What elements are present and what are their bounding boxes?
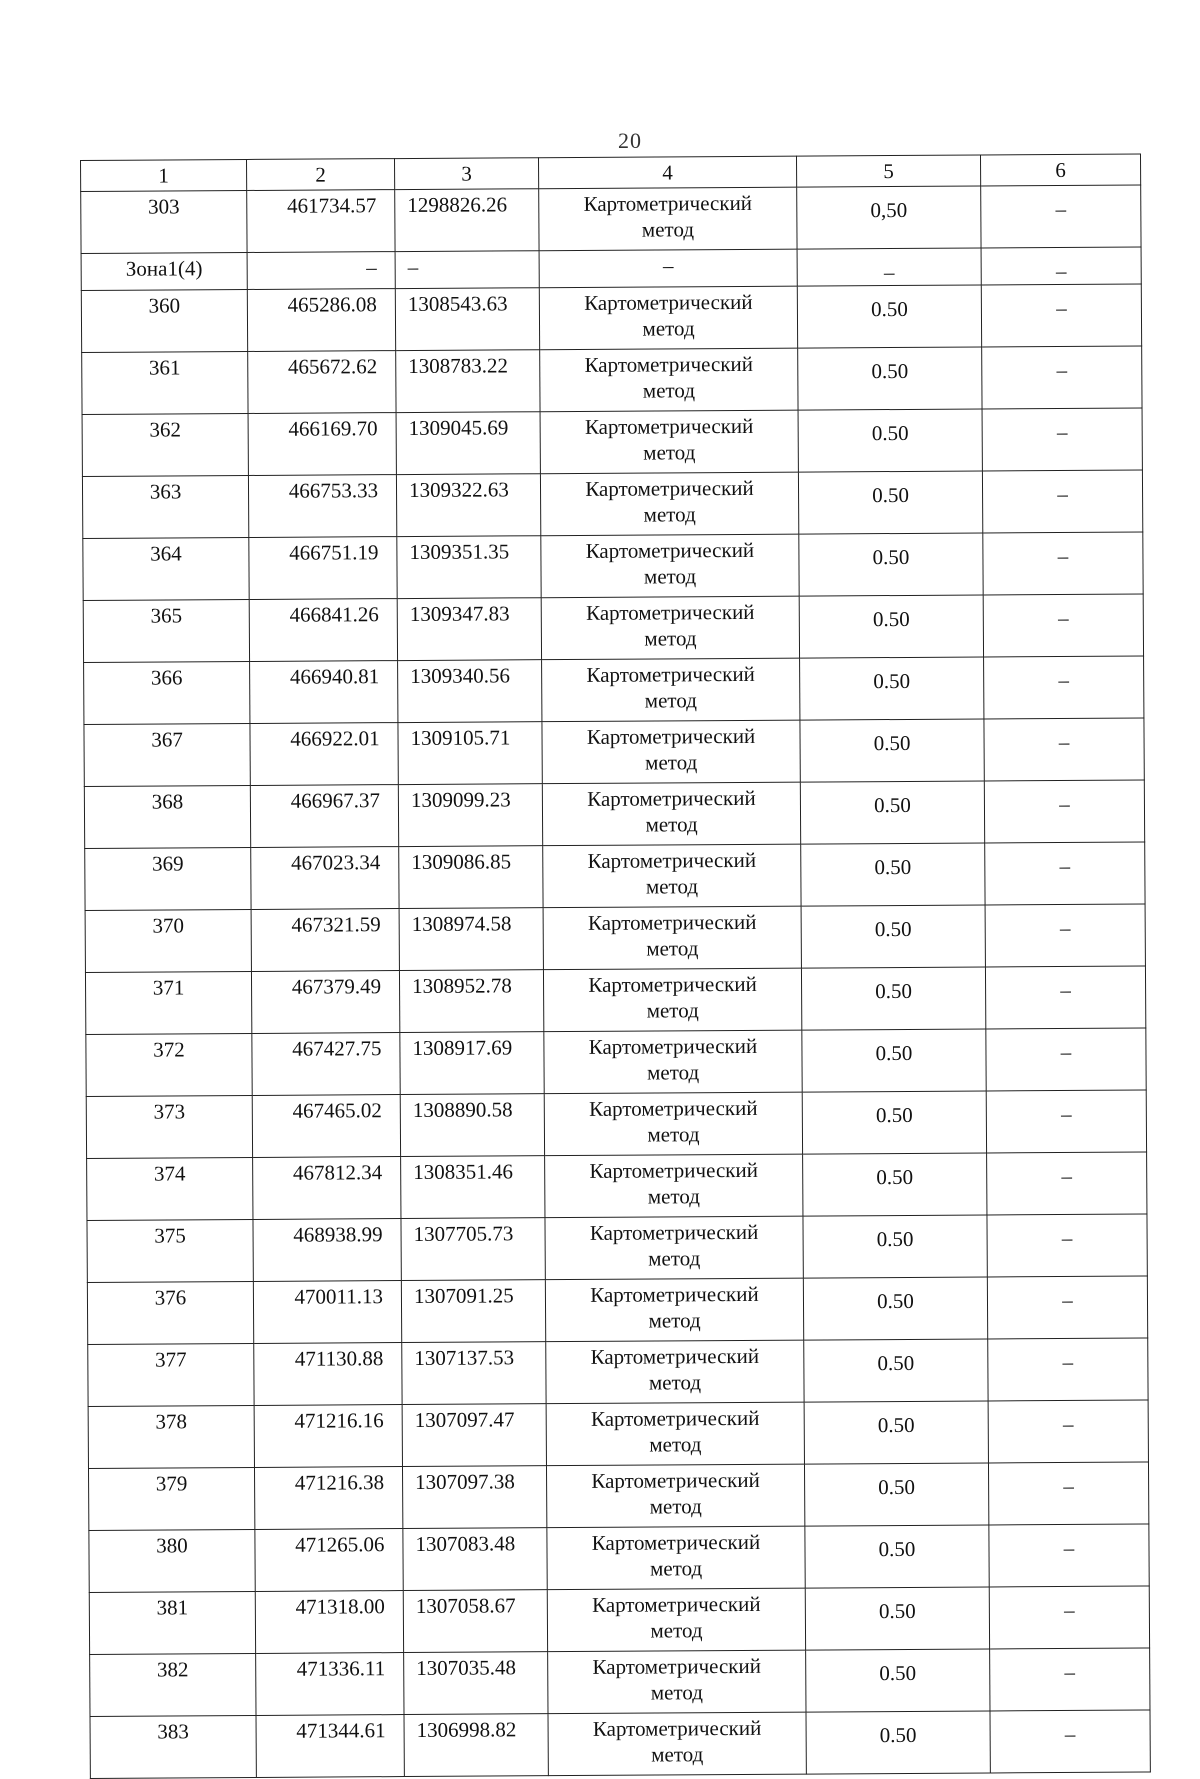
- table-row: [84, 656, 1144, 724]
- point-number-cell: 368: [84, 785, 250, 848]
- table-row: [85, 842, 1145, 910]
- method-cell: [545, 1278, 803, 1342]
- table-row: [81, 284, 1141, 352]
- method-label-continued: метод: [641, 217, 695, 242]
- method-label: Картометрический: [584, 351, 754, 377]
- y-coordinate-cell: 1309105.71: [398, 722, 542, 785]
- note-cell: –: [985, 904, 1145, 967]
- method-label: Картометрический: [587, 847, 757, 873]
- note-cell: –: [989, 1586, 1149, 1649]
- x-coordinate-cell: 471336.11: [256, 1653, 404, 1716]
- table-body: [81, 154, 1151, 1778]
- x-coordinate-cell: 467427.75: [252, 1033, 400, 1096]
- table-row: [89, 1586, 1149, 1654]
- point-number-cell: 382: [90, 1653, 256, 1716]
- point-number-cell: 379: [88, 1467, 254, 1530]
- method-cell: [539, 286, 797, 350]
- point-number-cell: 377: [88, 1343, 254, 1406]
- note-cell: –: [990, 1710, 1150, 1773]
- method-label: Картометрический: [588, 971, 757, 997]
- accuracy-cell: 0.50: [801, 967, 985, 1030]
- note-cell: –: [990, 1648, 1150, 1711]
- method-label-continued: метод: [646, 936, 699, 961]
- y-coordinate-cell: 1308783.22: [396, 350, 540, 413]
- method-label-continued: метод: [649, 1432, 702, 1457]
- accuracy-cell: 0.50: [804, 1463, 988, 1526]
- method-label: Картометрический: [586, 661, 755, 687]
- method-cell: [543, 844, 801, 908]
- point-number-cell: 363: [82, 475, 248, 538]
- point-number-cell: 361: [82, 351, 248, 414]
- y-coordinate-cell: 1309347.83: [397, 598, 541, 661]
- accuracy-cell: 0.50: [805, 1587, 989, 1650]
- zone-row: [81, 247, 1141, 290]
- method-cell: [542, 782, 800, 846]
- note-cell: –: [982, 470, 1142, 533]
- method-label: Картометрический: [592, 1653, 762, 1679]
- y-coordinate-cell: 1308974.58: [399, 908, 543, 971]
- method-cell: [547, 1526, 805, 1590]
- accuracy-cell: 0.50: [800, 781, 984, 844]
- method-cell: [542, 658, 800, 722]
- point-number-cell: 380: [89, 1529, 255, 1592]
- x-coordinate-cell: 467023.34: [251, 847, 399, 910]
- accuracy-cell: 0.50: [798, 471, 982, 534]
- method-label-continued: метод: [643, 440, 696, 465]
- method-label: Картометрический: [585, 599, 755, 625]
- point-number-cell: 373: [86, 1095, 252, 1158]
- column-header: 3: [394, 158, 538, 190]
- method-label: –: [662, 253, 674, 278]
- method-label: Картометрический: [592, 1715, 762, 1741]
- note-cell: –: [984, 718, 1144, 781]
- y-coordinate-cell: 1309045.69: [396, 412, 540, 475]
- point-number-cell: 371: [85, 971, 251, 1034]
- y-coordinate-cell: 1307137.53: [402, 1342, 546, 1405]
- method-cell: [539, 249, 797, 288]
- accuracy-cell: 0.50: [804, 1401, 988, 1464]
- x-coordinate-cell: 467812.34: [253, 1157, 401, 1220]
- method-label-continued: метод: [642, 316, 695, 341]
- y-coordinate-cell: 1309351.35: [397, 536, 541, 599]
- method-label: Картометрический: [592, 1591, 761, 1617]
- method-label-continued: метод: [648, 1308, 701, 1333]
- method-cell: [547, 1588, 805, 1652]
- column-header: 6: [980, 154, 1140, 186]
- method-label-continued: метод: [650, 1680, 703, 1705]
- method-label: Картометрический: [588, 1033, 758, 1059]
- accuracy-cell: 0.50: [802, 1091, 986, 1154]
- method-label-continued: метод: [651, 1742, 704, 1767]
- method-label-continued: метод: [646, 998, 699, 1023]
- y-coordinate-cell: 1307083.48: [403, 1528, 547, 1591]
- table-row: [88, 1400, 1148, 1468]
- note-cell: –: [986, 1028, 1146, 1091]
- y-coordinate-cell: 1307091.25: [401, 1280, 545, 1343]
- method-cell: [540, 410, 798, 474]
- table-row: [81, 185, 1141, 253]
- table-row: [90, 1710, 1150, 1778]
- method-label: Картометрический: [584, 413, 754, 439]
- method-label-continued: метод: [645, 874, 699, 899]
- x-coordinate-cell: 466922.01: [250, 723, 398, 786]
- accuracy-cell: 0.50: [803, 1215, 987, 1278]
- y-coordinate-cell: 1309322.63: [396, 474, 540, 537]
- method-label-continued: метод: [648, 1370, 702, 1395]
- accuracy-cell: 0.50: [803, 1153, 987, 1216]
- y-coordinate-cell: 1309099.23: [398, 784, 542, 847]
- accuracy-cell: 0.50: [806, 1649, 990, 1712]
- accuracy-cell: 0.50: [806, 1711, 990, 1774]
- table-row: [86, 1090, 1146, 1158]
- point-number-cell: 378: [88, 1405, 254, 1468]
- y-coordinate-cell: 1307097.38: [402, 1466, 546, 1529]
- y-coordinate-cell: 1309340.56: [398, 660, 542, 723]
- column-header: 1: [81, 159, 247, 191]
- y-coordinate-cell: 1308952.78: [399, 970, 543, 1033]
- x-coordinate-cell: 471265.06: [255, 1529, 403, 1592]
- point-number-cell: 367: [84, 723, 250, 786]
- x-coordinate-cell: 471130.88: [254, 1343, 402, 1406]
- note-cell: –: [984, 656, 1144, 719]
- y-coordinate-cell: 1307035.48: [404, 1652, 548, 1715]
- method-label: Картометрический: [585, 475, 754, 501]
- point-number-cell: 362: [82, 413, 248, 476]
- note-cell: –: [987, 1276, 1147, 1339]
- table-row: [82, 346, 1142, 414]
- point-number-cell: 366: [84, 661, 250, 724]
- x-coordinate-cell: 465286.08: [247, 289, 395, 352]
- method-label-continued: метод: [645, 750, 698, 775]
- note-cell: –: [981, 284, 1141, 347]
- method-label: Картометрический: [588, 1095, 758, 1121]
- column-header: 2: [246, 159, 394, 191]
- x-coordinate-cell: 467379.49: [251, 971, 399, 1034]
- method-label-continued: метод: [647, 1184, 700, 1209]
- accuracy-cell: 0.50: [799, 595, 983, 658]
- method-label-continued: метод: [644, 626, 697, 651]
- note-cell: –: [988, 1338, 1148, 1401]
- note-cell: –: [987, 1214, 1147, 1277]
- y-coordinate-cell: 1309086.85: [399, 846, 543, 909]
- x-coordinate-cell: –: [247, 252, 395, 290]
- accuracy-cell: 0.50: [801, 843, 985, 906]
- method-label: Картометрический: [584, 289, 753, 315]
- x-coordinate-cell: 466841.26: [249, 599, 397, 662]
- table-row: [87, 1214, 1147, 1282]
- method-label: Картометрический: [591, 1529, 761, 1555]
- x-coordinate-cell: 467321.59: [251, 909, 399, 972]
- table-row: [88, 1338, 1148, 1406]
- table-row: [84, 780, 1144, 848]
- accuracy-cell: 0.50: [798, 347, 982, 410]
- accuracy-cell: 0.50: [800, 719, 984, 782]
- method-cell: [539, 187, 797, 251]
- accuracy-cell: 0.50: [800, 657, 984, 720]
- method-label-continued: метод: [644, 688, 697, 713]
- x-coordinate-cell: 461734.57: [247, 190, 395, 253]
- note-cell: –: [982, 346, 1142, 409]
- table-row: [85, 966, 1145, 1034]
- table-row: [82, 470, 1142, 538]
- method-label: Картометрический: [583, 190, 753, 216]
- method-label: Картометрический: [590, 1405, 760, 1431]
- accuracy-cell: 0.50: [797, 285, 981, 348]
- x-coordinate-cell: 468938.99: [253, 1219, 401, 1282]
- point-number-cell: 376: [87, 1281, 253, 1344]
- method-label: Картометрический: [591, 1467, 760, 1493]
- method-label: Картометрический: [590, 1343, 760, 1369]
- x-coordinate-cell: 466753.33: [248, 475, 396, 538]
- accuracy-cell: 0.50: [805, 1525, 989, 1588]
- point-number-cell: 383: [90, 1715, 256, 1778]
- accuracy-cell: 0,50: [797, 186, 981, 249]
- y-coordinate-cell: –: [395, 251, 539, 289]
- method-label: Картометрический: [587, 785, 756, 811]
- x-coordinate-cell: 466169.70: [248, 413, 396, 476]
- method-label-continued: метод: [646, 1060, 700, 1085]
- accuracy-cell: –: [797, 248, 981, 286]
- point-number-cell: Зона1(4): [81, 252, 247, 290]
- method-cell: [548, 1712, 806, 1776]
- table-row: [87, 1276, 1147, 1344]
- table-row: [88, 1462, 1148, 1530]
- method-cell: [548, 1650, 806, 1714]
- point-number-cell: 365: [83, 599, 249, 662]
- accuracy-cell: 0.50: [801, 905, 985, 968]
- method-cell: [543, 968, 801, 1032]
- table-row: [83, 532, 1143, 600]
- x-coordinate-cell: 471216.16: [254, 1405, 402, 1468]
- y-coordinate-cell: 1308890.58: [400, 1094, 544, 1157]
- method-cell: [543, 906, 801, 970]
- note-cell: –: [984, 780, 1144, 843]
- method-label: Картометрический: [589, 1157, 758, 1183]
- table-row: [90, 1648, 1150, 1716]
- coordinates-table: [80, 154, 1151, 1779]
- accuracy-cell: 0.50: [798, 409, 982, 472]
- table-row: [89, 1524, 1149, 1592]
- y-coordinate-cell: 1308543.63: [395, 288, 539, 351]
- accuracy-cell: 0.50: [804, 1339, 988, 1402]
- point-number-cell: 374: [87, 1157, 253, 1220]
- y-coordinate-cell: 1306998.82: [404, 1714, 548, 1777]
- x-coordinate-cell: 466940.81: [250, 661, 398, 724]
- y-coordinate-cell: 1307097.47: [402, 1404, 546, 1467]
- y-coordinate-cell: 1307705.73: [401, 1218, 545, 1281]
- method-cell: [546, 1464, 804, 1528]
- method-cell: [544, 1092, 802, 1156]
- table-row: [82, 408, 1142, 476]
- method-cell: [540, 348, 798, 412]
- accuracy-cell: 0.50: [802, 1029, 986, 1092]
- note-cell: –: [981, 247, 1141, 285]
- point-number-cell: 364: [83, 537, 249, 600]
- method-cell: [542, 720, 800, 784]
- method-label-continued: метод: [649, 1556, 703, 1581]
- method-cell: [540, 472, 798, 536]
- method-label-continued: метод: [645, 812, 698, 837]
- column-header: 5: [796, 155, 980, 187]
- y-coordinate-cell: 1308351.46: [401, 1156, 545, 1219]
- method-label-continued: метод: [648, 1246, 701, 1271]
- point-number-cell: 369: [85, 847, 251, 910]
- x-coordinate-cell: 467465.02: [252, 1095, 400, 1158]
- method-cell: [541, 596, 799, 660]
- x-coordinate-cell: 471216.38: [254, 1467, 402, 1530]
- table-row: [85, 904, 1145, 972]
- method-cell: [541, 534, 799, 598]
- method-label: Картометрический: [585, 537, 755, 563]
- method-label-continued: метод: [643, 502, 696, 527]
- note-cell: –: [988, 1462, 1148, 1525]
- table-row: [86, 1028, 1146, 1096]
- column-header: 4: [538, 156, 796, 189]
- method-label-continued: метод: [642, 378, 696, 403]
- method-cell: [546, 1402, 804, 1466]
- note-cell: –: [987, 1152, 1147, 1215]
- x-coordinate-cell: 471344.61: [256, 1715, 404, 1778]
- y-coordinate-cell: 1298826.26: [395, 189, 539, 252]
- note-cell: –: [985, 966, 1145, 1029]
- accuracy-cell: 0.50: [803, 1277, 987, 1340]
- point-number-cell: 360: [81, 289, 247, 352]
- method-label-continued: метод: [647, 1122, 700, 1147]
- table-row: [83, 594, 1143, 662]
- table-row: [84, 718, 1144, 786]
- y-coordinate-cell: 1308917.69: [400, 1032, 544, 1095]
- page-number: 20: [618, 128, 642, 153]
- point-number-cell: 303: [81, 190, 247, 253]
- method-cell: [546, 1340, 804, 1404]
- note-cell: –: [989, 1524, 1149, 1587]
- point-number-cell: 381: [89, 1591, 255, 1654]
- method-label-continued: метод: [649, 1494, 702, 1519]
- method-label: Картометрический: [590, 1281, 759, 1307]
- note-cell: –: [983, 532, 1143, 595]
- note-cell: –: [985, 842, 1145, 905]
- note-cell: –: [988, 1400, 1148, 1463]
- x-coordinate-cell: 471318.00: [255, 1591, 403, 1654]
- point-number-cell: 372: [86, 1033, 252, 1096]
- method-label: Картометрический: [589, 1219, 759, 1245]
- note-cell: –: [986, 1090, 1146, 1153]
- note-cell: –: [981, 185, 1141, 248]
- table-row: [87, 1152, 1147, 1220]
- accuracy-cell: 0.50: [799, 533, 983, 596]
- method-label-continued: метод: [643, 564, 697, 589]
- method-label-continued: метод: [650, 1618, 703, 1643]
- note-cell: –: [983, 594, 1143, 657]
- method-cell: [544, 1030, 802, 1094]
- x-coordinate-cell: 466967.37: [250, 785, 398, 848]
- x-coordinate-cell: 465672.62: [248, 351, 396, 414]
- x-coordinate-cell: 470011.13: [253, 1281, 401, 1344]
- y-coordinate-cell: 1307058.67: [403, 1590, 547, 1653]
- method-cell: [545, 1216, 803, 1280]
- note-cell: –: [982, 408, 1142, 471]
- method-label: Картометрический: [587, 909, 757, 935]
- method-label: Картометрический: [586, 723, 756, 749]
- point-number-cell: 375: [87, 1219, 253, 1282]
- x-coordinate-cell: 466751.19: [249, 537, 397, 600]
- point-number-cell: 370: [85, 909, 251, 972]
- method-cell: [545, 1154, 803, 1218]
